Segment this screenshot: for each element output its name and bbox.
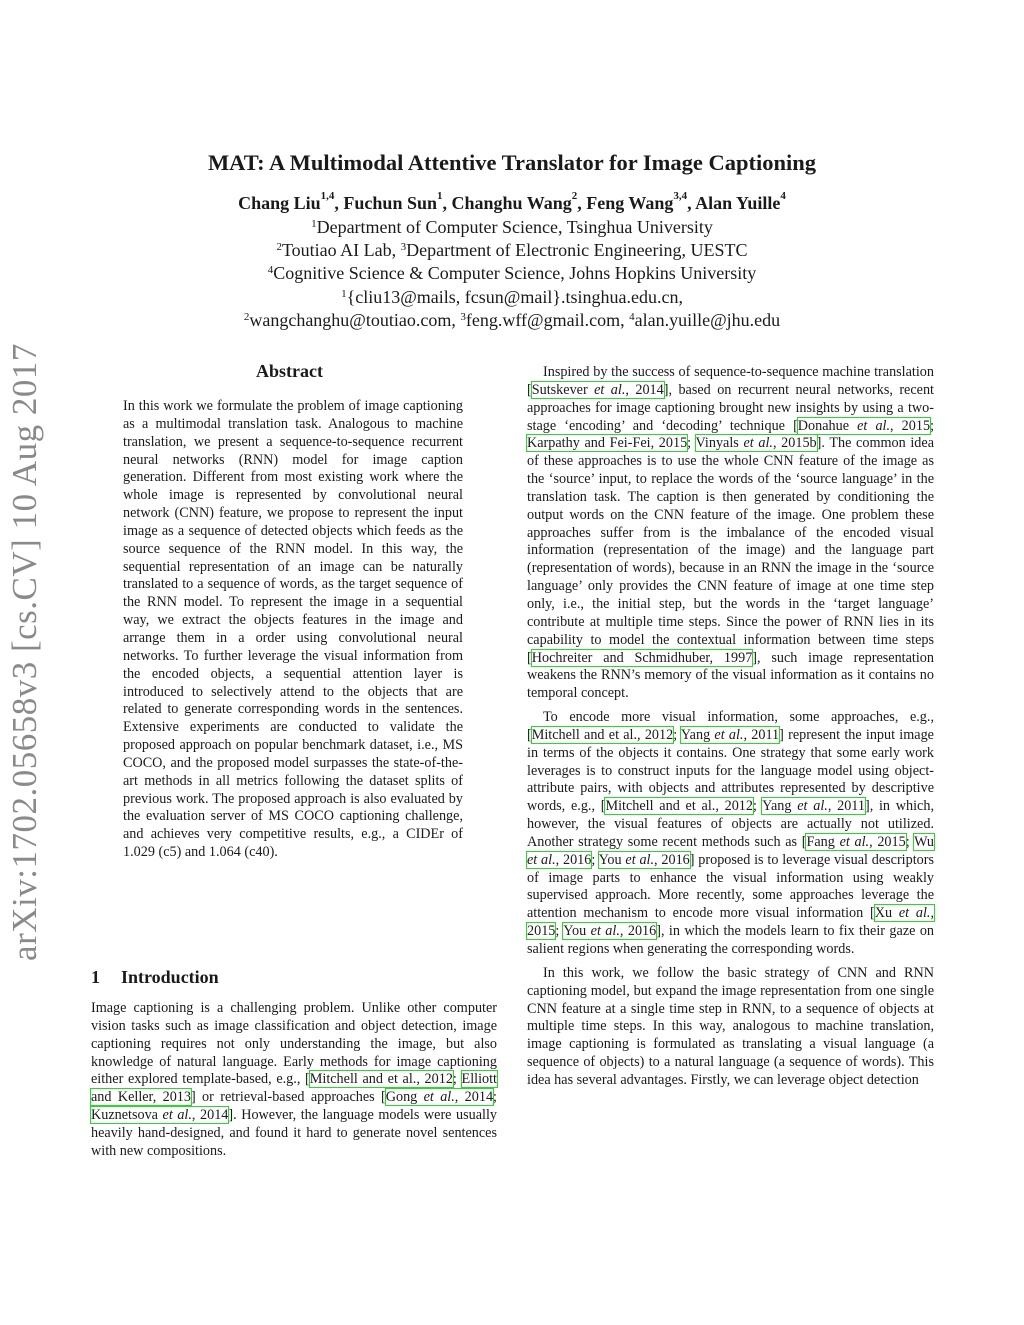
citation-link[interactable]: Donahue et al., 2015	[797, 417, 931, 434]
author: Changhu Wang	[451, 193, 572, 213]
body-paragraph: In this work, we follow the basic strategy of CNN and RNN captioning model, but expand the image representation from one single CNN feature at a single time step in RNN, to a sequence of objects at multiple time steps. In this way, analogous to machine translation, image captioning is formulated as translating a visual language (a sequence of objects) to a natural language (a sequence of words). This idea has several advantages. Firstly, we can leverage object detection	[527, 964, 934, 1088]
affiliation-line: $^4$Cognitive Science & Computer Science, Johns Hopkins University	[267, 263, 757, 283]
author: Feng Wang	[586, 193, 674, 213]
citation-link[interactable]: Hochreiter and Schmidhuber, 1997	[531, 649, 753, 666]
author-list: Chang Liu$^{1,4}$, Fuchun Sun$^1$, Changhu Wang$^2$, Feng Wang$^{3,4}$, Alan Yuille$^4$	[238, 190, 786, 213]
citation-link[interactable]: Elliott and Keller, 2013	[91, 1071, 497, 1106]
author: Chang Liu	[238, 193, 321, 213]
section-heading-introduction: 1 Introduction	[91, 967, 219, 987]
abstract-text: In this work we formulate the problem of image captioning as a multimodal translation task. Analogous to machine translation, we present a sequence-to-sequence recurrent neural networks (RNN) model for image caption generation. Different from most existing work where the whole image is represented by convolutional neural network (CNN) feature, we propose to represent the input image as a sequence of detected objects which feeds as the source sequence of the RNN model. In this way, the sequential representation of an image can be naturally translated to a sequence of words, as the target sequence of the RNN model. To represent the image in a sequential way, we extract the objects features in the image and arrange them in a order using convolutional neural networks. To further leverage the visual information from the encoded objects, a sequential attention layer is introduced to selectively attend to the objects that are related to generate corresponding words in the sentences. Extensive experiments are conducted to validate the proposed approach on popular benchmark dataset, i.e., MS COCO, and the proposed model surpasses the state-of-the-art methods in all metrics following the dataset splits of previous work. The proposed approach is also evaluated by the evaluation server of MS COCO captioning challenge, and achieves very competitive results, e.g., a CIDEr of 1.029 (c5) and 1.064 (c40).	[123, 398, 463, 861]
intro-column	[91, 1000, 497, 1161]
body-paragraph: Inspired by the success of sequence-to-sequence machine translation [Sutskever et al., 2014], based on recurrent neural networks, recent approaches for image captioning brought new insights by using a two-stage ‘encoding’ and ‘decoding’ technique [Donahue et al., 2015; Karpathy and Fei-Fei, 2015; Vinyals et al., 2015b]. The common idea of these approaches is to use the whole CNN feature of the image as the ‘source’ input, to replace the words of the ‘source language’ in the translation task. The caption is then generated by conditioning the output words on the CNN feature of the image. One problem these approaches suffer from is the imbalance of the encoded visual information (representation of the image) and the language part (representation of words), because in an RNN the image in the ‘source language’ only provides the CNN feature of image at one time step only, i.e., the initial step, but the words in the ‘target language’ contribute at multiple time steps. Since the power of RNN lies in its capability to model the contextual information between time steps [Hochreiter and Schmidhuber, 1997], such image representation weakens the RNN’s memory of the visual information as it contains no temporal concept.	[527, 364, 935, 702]
citation-link[interactable]: Xu et al., 2015	[527, 905, 934, 940]
right-column	[527, 364, 934, 1090]
paper-title: MAT: A Multimodal Attentive Translator for Image Captioning	[207, 150, 817, 175]
citation-link[interactable]: Gong et al., 2014	[385, 1089, 494, 1106]
author: Alan Yuille	[695, 193, 781, 213]
abstract-body	[123, 398, 463, 862]
author: Fuchun Sun	[343, 193, 437, 213]
citation-link[interactable]: Mitchell and et al., 2012	[531, 726, 674, 743]
email-line: $^2$wangchanghu@toutiao.com, $^3$feng.wff@gmail.com, $^4$alan.yuille@jhu.edu	[243, 310, 781, 330]
intro-paragraph: Image captioning is a challenging problem. Unlike other computer vision tasks such as image classification and object detection, image captioning requires not only understanding the image, but also knowledge of natural language. Early methods for image captioning either explored template-based, e.g., [Mitchell and et al., 2012; Elliott and Keller, 2013] or retrieval-based approaches [Gong et al., 2014; Kuznetsova et al., 2014]. However, the language models were usually heavily hand-designed, and found it hard to generate novel sentences with new compositions.	[91, 1000, 498, 1159]
citation-link[interactable]: Fang et al., 2015	[806, 833, 906, 850]
citation-link[interactable]: Sutskever et al., 2014	[531, 381, 664, 398]
citation-link[interactable]: You et al., 2016	[563, 923, 657, 940]
citation-link[interactable]: Vinyals et al., 2015b	[695, 435, 817, 452]
citation-link[interactable]: You et al., 2016	[598, 851, 690, 868]
citation-link[interactable]: Kuznetsova et al., 2014	[91, 1107, 229, 1124]
citation-link[interactable]: Mitchell and et al., 2012	[309, 1071, 453, 1088]
citation-link[interactable]: Karpathy and Fei-Fei, 2015	[527, 435, 688, 452]
affiliation-line: $^2$Toutiao AI Lab, $^3$Department of Electronic Engineering, UESTC	[276, 240, 748, 260]
abstract-heading: Abstract	[256, 361, 323, 381]
citation-link[interactable]: Yang et al., 2011	[680, 726, 780, 743]
affiliation-line: $^1$Department of Computer Science, Tsinghua University	[311, 217, 713, 237]
citation-link[interactable]: Wu et al., 2016	[527, 833, 935, 868]
citation-link[interactable]: Mitchell and et al., 2012	[605, 798, 753, 815]
citation-link[interactable]: Yang et al., 2011	[762, 798, 865, 815]
email-line: $^1${cliu13@mails, fcsun@mail}.tsinghua.edu.cn,	[341, 287, 683, 307]
body-paragraph: To encode more visual information, some approaches, e.g., [Mitchell and et al., 2012; Yang et al., 2011] represent the input image in terms of the objects it contains. One strategy that some early work leverages is to construct inputs for the language model using object-attribute pairs, with objects and attributes represented by descriptive words, e.g., [Mitchell and et al., 2012; Yang et al., 2011], in which, however, the visual features of objects are actually not utilized. Another strategy some recent methods such as [Fang et al., 2015; Wu et al., 2016; You et al., 2016] proposed is to leverage visual descriptors of image parts to enhance the visual information using weakly supervised approach. More recently, some approaches leverage the attention mechanism to encode more visual information [Xu et al., 2015; You et al., 2016], in which the models learn to fix their gaze on salient regions when generating the corresponding words.	[527, 709, 935, 957]
arxiv-sidebar-stamp: arXiv:1702.05658v3 [cs.CV] 10 Aug 2017	[5, 343, 44, 961]
